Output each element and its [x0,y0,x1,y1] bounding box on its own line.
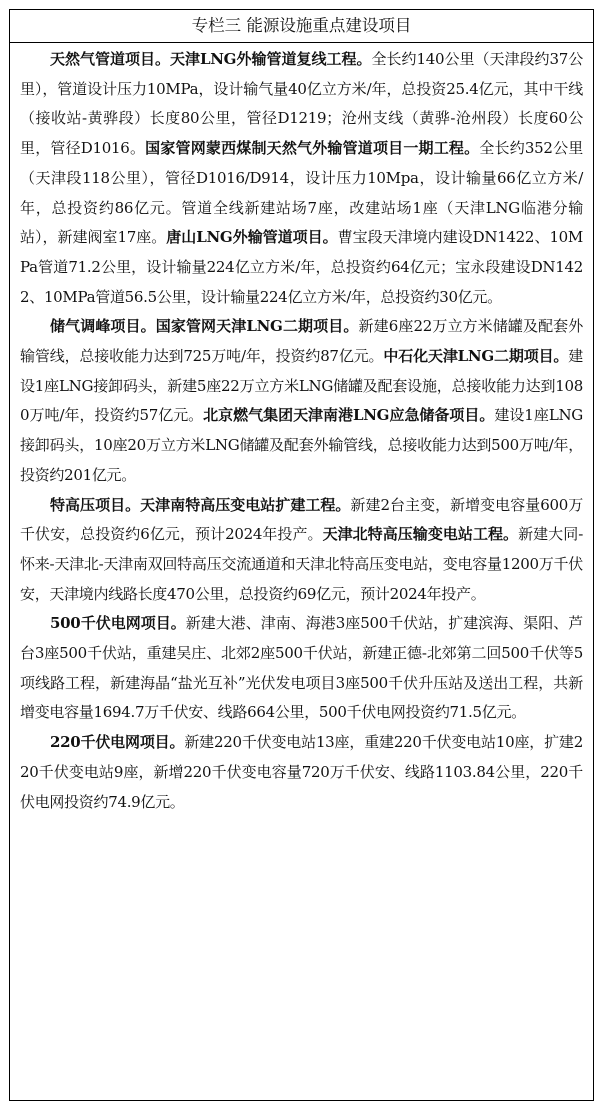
box-content [10,43,593,817]
paragraph-uhv [20,491,583,610]
feature-box [9,9,594,1101]
para-0-seg-4: 唐山LNG外输管道项目。 [166,228,338,247]
paragraph-gas-pipeline [20,45,583,312]
para-2-seg-3: 新建大同-怀来-天津北-天津南双回特高压交流通道和天津北特高压变电站，变电容量1200万千伏安，天津境内线路长度470公里，总投资约69亿元，预计2024年投产。 [20,525,584,603]
para-0-seg-0: 天然气管道项目。天津LNG外输管道复线工程。 [50,50,372,68]
para-4-seg-1: 新建220千伏变电站13座，重建220千伏变电站10座，扩建220千伏变电站9座，新增220千伏变电容量720万千伏安、线路1103.84公里，220千伏电网投资约74.9亿元。 [20,733,583,811]
para-1-seg-0: 储气调峰项目。国家管网天津LNG二期项目。 [50,317,359,336]
para-1-seg-4: 北京燃气集团天津南港LNG应急储备项目。 [203,406,495,425]
para-0-seg-5: 曹宝段天津境内建设DN1422、10MPa管道71.2公里，设计输量224亿立方米/年，总投资约64亿元；宝永段建设DN1422、10MPa管道56.5公里，设计输量224亿立方米/年，总投资约30亿元。 [20,228,583,306]
paragraph-500kv [20,609,583,728]
para-1-seg-2: 中石化天津LNG二期项目。 [383,347,569,366]
para-0-seg-1: 全长约140公里（天津段约37公里），管道设计压力10MPa，设计输气量40亿立方米/年，总投资25.4亿元，其中干线（接收站-黄骅段）长度80公里，管径D1219；沧州支线（黄骅-沧州段）长度60公里，管径D1016。 [20,50,583,158]
para-1-seg-5: 建设1座LNG接卸码头，10座20万立方米LNG储罐及配套外输管线，总接收能力达到500万吨/年，投资约201亿元。 [20,406,583,484]
para-2-seg-0: 特高压项目。天津南特高压变电站扩建工程。 [50,495,351,514]
para-0-seg-2: 国家管网蒙西煤制天然气外输管道项目一期工程。 [145,139,480,158]
paragraph-220kv [20,728,583,817]
para-3-seg-1: 新建大港、津南、海港3座500千伏站，扩建滨海、渠阳、芦台3座500千伏站，重建吴庄、北郊2座500千伏站，新建正德-北郊第二回500千伏等5项线路工程，新建海晶“盐光互补”光伏发电项目3座500千伏升压站及送出工程，共新增变电容量1694.7万千伏安、线路664公里，500千伏电网投资约71.5亿元。 [20,614,584,722]
paragraph-gas-storage [20,312,583,490]
para-1-seg-1: 新建6座22万立方米储罐及配套外输管线，总接收能力达到725万吨/年，投资约87亿元。 [20,317,583,366]
para-2-seg-2: 天津北特高压输变电站工程。 [322,525,519,544]
para-4-seg-0: 220千伏电网项目。 [50,733,185,752]
para-1-seg-3: 建设1座LNG接卸码头，新建5座22万立方米LNG储罐及配套设施，总接收能力达到1080万吨/年，投资约57亿元。 [20,347,583,425]
para-3-seg-0: 500千伏电网项目。 [50,614,186,633]
box-title: 专栏三 能源设施重点建设项目 [10,10,593,43]
para-0-seg-3: 全长约352公里（天津段118公里），管径D1016/D914，设计压力10Mpa，设计输量66亿立方米/年，总投资约86亿元。管道全线新建站场7座，改建站场1座（天津LNG临港分输站），新建阀室17座。 [20,139,584,247]
para-2-seg-1: 新建2台主变，新增变电容量600万千伏安，总投资约6亿元，预计2024年投产。 [20,495,583,544]
